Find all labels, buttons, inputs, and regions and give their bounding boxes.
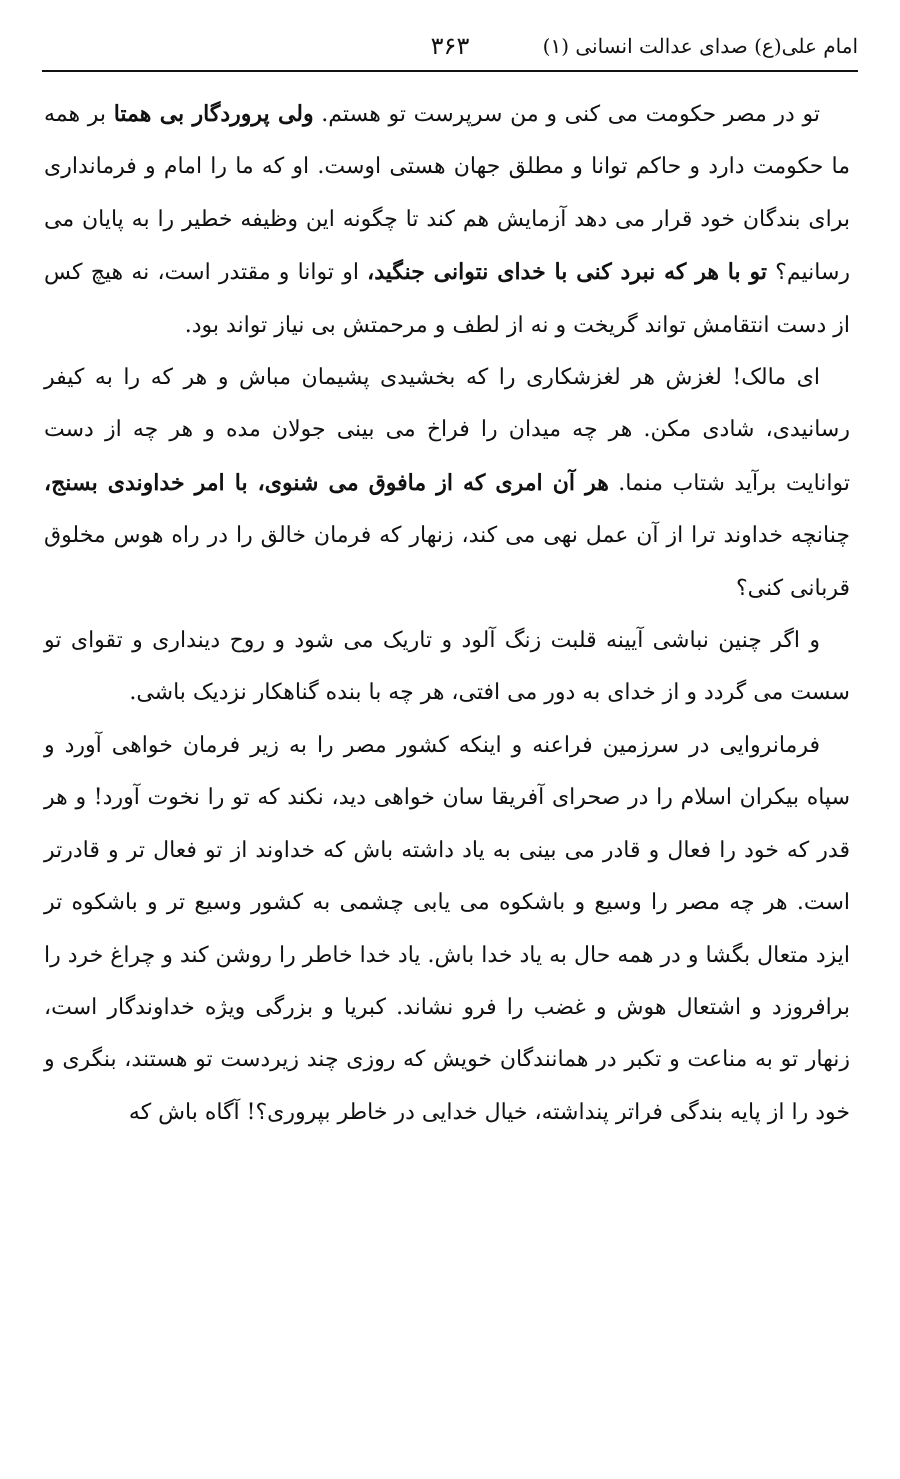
text-run: فرمانروایی در سرزمین فراعنه و اینکه کشور مصر را به زیر فرمان خواهی آورد و سپاه بیکران اسلام را در صحرای آفریقا سان خواهی دید، نکند که تو را نخوت آورد! و هر قدر که خود را فعال و قادر می بینی به یاد داشته باش که خداوند از تو فعال تر و قادرتر است. هر چه مصر را وسیع و باشکوه می یابی چشمی به کشور وسیع تر و باشکوه تر ایزد متعال بگشا و در همه حال به یاد خدا باش. یاد خدا خاطر را روشن کند و چراغ خرد را برافروزد و اشتعال هوش و غضب را فرو نشاند. کبریا و بزرگی ویژه خداوندگار است، زنهار تو به مناعت و تکبر در همانندگان خویش که روزی چند زیردست تو هستند، بنگری و خود را از پایه بندگی فراتر پنداشته، خیال خدایی در خاطر بپروری؟! آگاه باش که [44,732,851,1125]
page-header [42,26,858,72]
paragraph-4 [44,720,850,1139]
text-run: ای مالک! لغزش هر لغزشکاری را که بخشیدی پشیمان مباش و هر که را به کیفر رسانیدی، شادی مکن. هر چه میدان را فراخ می بینی جولان مده و هر چه از دست توانایت برآید شتاب منما. [44,365,850,496]
running-title: امام علی(ع) صدای عدالت انسانی (۱) [542,34,858,58]
text-run: و اگر چنین نباشی آیینه قلبت زنگ آلود و تاریک می شود و روح دینداری و تقوای تو سست می گردد و از خدای به دور می افتی، هر چه با بنده گناهکار نزدیک باشی. [44,628,850,706]
page-number: ۳۶۳ [430,32,470,60]
paragraph-1 [44,88,850,352]
paragraph-2 [44,352,850,615]
bold-text-run: ولی پروردگار بی همتا [113,101,314,127]
text-run: تو در مصر حکومت می کنی و من سرپرست تو هستم. [313,102,820,127]
bold-text-run: هر آن امری که از مافوق می شنوی، با امر خداوندی بسنج، [44,469,609,496]
text-run: چنانچه خداوند ترا از آن عمل نهی می کند، زنهار که فرمان خالق را در راه هوس مخلوق قربانی کنی؟ [44,523,850,601]
page-body [44,88,850,1139]
bold-text-run: تو با هر که نبرد کنی با خدای نتوانی جنگید، [367,259,767,286]
text-run: بر همه ما حکومت دارد و حاکم توانا و مطلق جهان هستی اوست. او که ما را امام و فرمانداری برای بندگان خود قرار می دهد آزمایش هم کند تا چگونه این وظیفه خطیر را به پایان می رسانیم؟ [44,102,850,286]
paragraph-3 [44,615,850,720]
text-run: او توانا و مقتدر است، نه هیچ کس از دست انتقامش تواند گریخت و نه از لطف و مرحمتش بی نیاز تواند بود. [44,260,850,338]
